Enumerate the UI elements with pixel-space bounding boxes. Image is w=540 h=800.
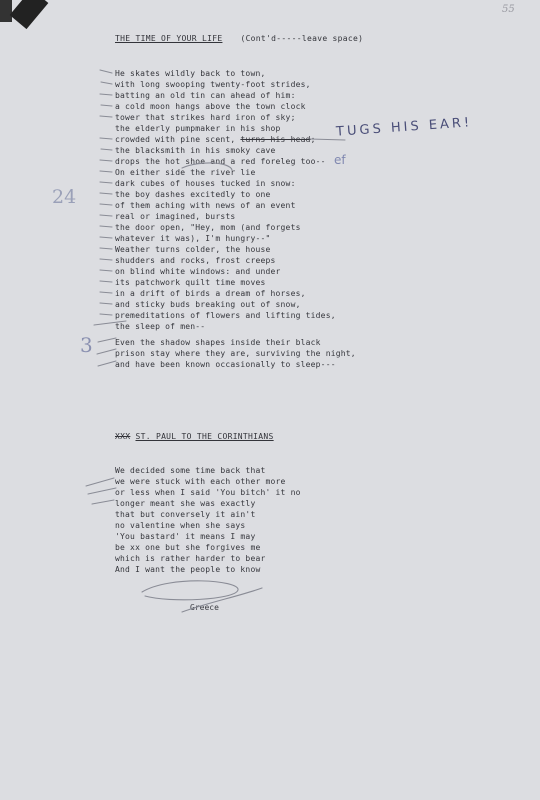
margin-dash-mark (101, 105, 112, 106)
poem-line: of them aching with news of an event (115, 201, 296, 210)
poem-line: and have been known occasionally to sleep--- (115, 360, 336, 369)
poem-line: He skates wildly back to town, (115, 69, 266, 78)
poem-line: premeditations of flowers and lifting tides, (115, 311, 336, 320)
margin-dash-mark (100, 226, 112, 227)
margin-dash-mark (101, 149, 112, 150)
margin-dash-mark (100, 270, 112, 271)
handwritten-annotation-tugs: TUGS HIS EAR! (335, 115, 473, 140)
poem-line: we were stuck with each other more (115, 477, 286, 486)
margin-dash-mark (92, 500, 114, 504)
margin-dash-mark (100, 182, 112, 183)
poem2-body (115, 465, 301, 575)
poem-line: longer meant she was exactly (115, 499, 256, 508)
margin-dash-mark (100, 70, 112, 73)
poem-line: dark cubes of houses tucked in snow: (115, 179, 296, 188)
poem-line: And I want the people to know (115, 565, 261, 574)
poem-line: real or imagined, bursts (115, 212, 236, 221)
poem-line: shudders and rocks, frost creeps (115, 256, 276, 265)
margin-dash-mark (88, 488, 116, 494)
handwritten-number-3: 3 (80, 333, 93, 357)
poem-line: We decided some time back that (115, 466, 266, 475)
corner-black-mark (10, 0, 49, 29)
poem-line: On either side the river lie (115, 168, 256, 177)
poem-line: the door open, "Hey, mom (and forgets (115, 223, 301, 232)
margin-dash-mark (98, 361, 116, 366)
margin-dash-mark (100, 248, 112, 249)
poem-line: prison stay where they are, surviving the night, (115, 349, 356, 358)
margin-dash-mark (97, 349, 116, 354)
poem2-title: ST. PAUL TO THE CORINTHIANS (135, 432, 274, 441)
poem2-struck-prefix: XXX (115, 432, 131, 441)
poem-line: 'You bastard' it means I may (115, 532, 256, 541)
margin-dash-mark (100, 259, 112, 260)
poem-line: Weather turns colder, the house (115, 245, 271, 254)
poem1-title: THE TIME OF YOUR LIFE (115, 34, 223, 43)
poem-line: tower that strikes hard iron of sky; (115, 113, 296, 122)
oval-loop-mark (142, 581, 238, 600)
poem1-stanza-1 (115, 68, 336, 332)
margin-dash-mark (100, 94, 112, 95)
poem-line: a cold moon hangs above the town clock (115, 102, 306, 111)
poem-line: no valentine when she says (115, 521, 246, 530)
page-number: 55 (502, 4, 515, 15)
margin-dash-mark (100, 281, 112, 282)
margin-dash-mark (100, 193, 112, 194)
poem1-note: (Cont'd-----leave space) (240, 34, 364, 43)
poem-line: that but conversely it ain't (115, 510, 256, 519)
poem-line: Even the shadow shapes inside their black (115, 338, 321, 347)
struck-words: turns his head (240, 135, 311, 144)
margin-dash-mark (100, 292, 112, 293)
margin-dash-mark (100, 314, 112, 315)
poem-line: drops the hot shoe and a red foreleg too-- (115, 157, 326, 166)
poem-line: on blind white windows: and under (115, 267, 281, 276)
margin-dash-mark (100, 237, 112, 238)
handwritten-annotation-ef: ef (334, 153, 346, 167)
margin-dash-mark (100, 160, 112, 161)
margin-dash-mark (101, 82, 112, 84)
margin-dash-mark (100, 204, 112, 205)
poem2-heading (115, 432, 274, 441)
margin-dash-mark (100, 171, 112, 172)
poem-line: be xx one but she forgives me (115, 543, 261, 552)
poem1-stanza-2 (115, 337, 356, 370)
margin-dash-mark (100, 116, 112, 117)
poem2-author: Greece (190, 603, 219, 612)
poem-line: with long swooping twenty-foot strides, (115, 80, 311, 89)
poem-line: or less when I said 'You bitch' it no (115, 488, 301, 497)
poem-line: batting an old tin can ahead of him: (115, 91, 296, 100)
poem-line: the blacksmith in his smoky cave (115, 146, 276, 155)
poem-line: which is rather harder to bear (115, 554, 266, 563)
poem-line: the boy dashes excitedly to one (115, 190, 271, 199)
margin-dash-mark (98, 338, 116, 342)
corner-tab-mark (0, 0, 12, 22)
margin-dash-mark (100, 303, 112, 304)
poem-line: the elderly pumpmaker in his shop (115, 124, 281, 133)
poem-line: the sleep of men-- (115, 322, 206, 331)
margin-dash-mark (100, 138, 112, 139)
poem1-heading (115, 34, 363, 43)
poem-line: whatever it was), I'm hungry--" (115, 234, 271, 243)
handwritten-number-24: 24 (52, 186, 77, 208)
margin-dash-mark (86, 478, 114, 486)
poem-line: in a drift of birds a dream of horses, (115, 289, 306, 298)
poem-line: its patchwork quilt time moves (115, 278, 266, 287)
poem-line: and sticky buds breaking out of snow, (115, 300, 301, 309)
poem-line: crowded with pine scent, turns his head; (115, 135, 316, 144)
margin-dash-mark (100, 215, 112, 216)
